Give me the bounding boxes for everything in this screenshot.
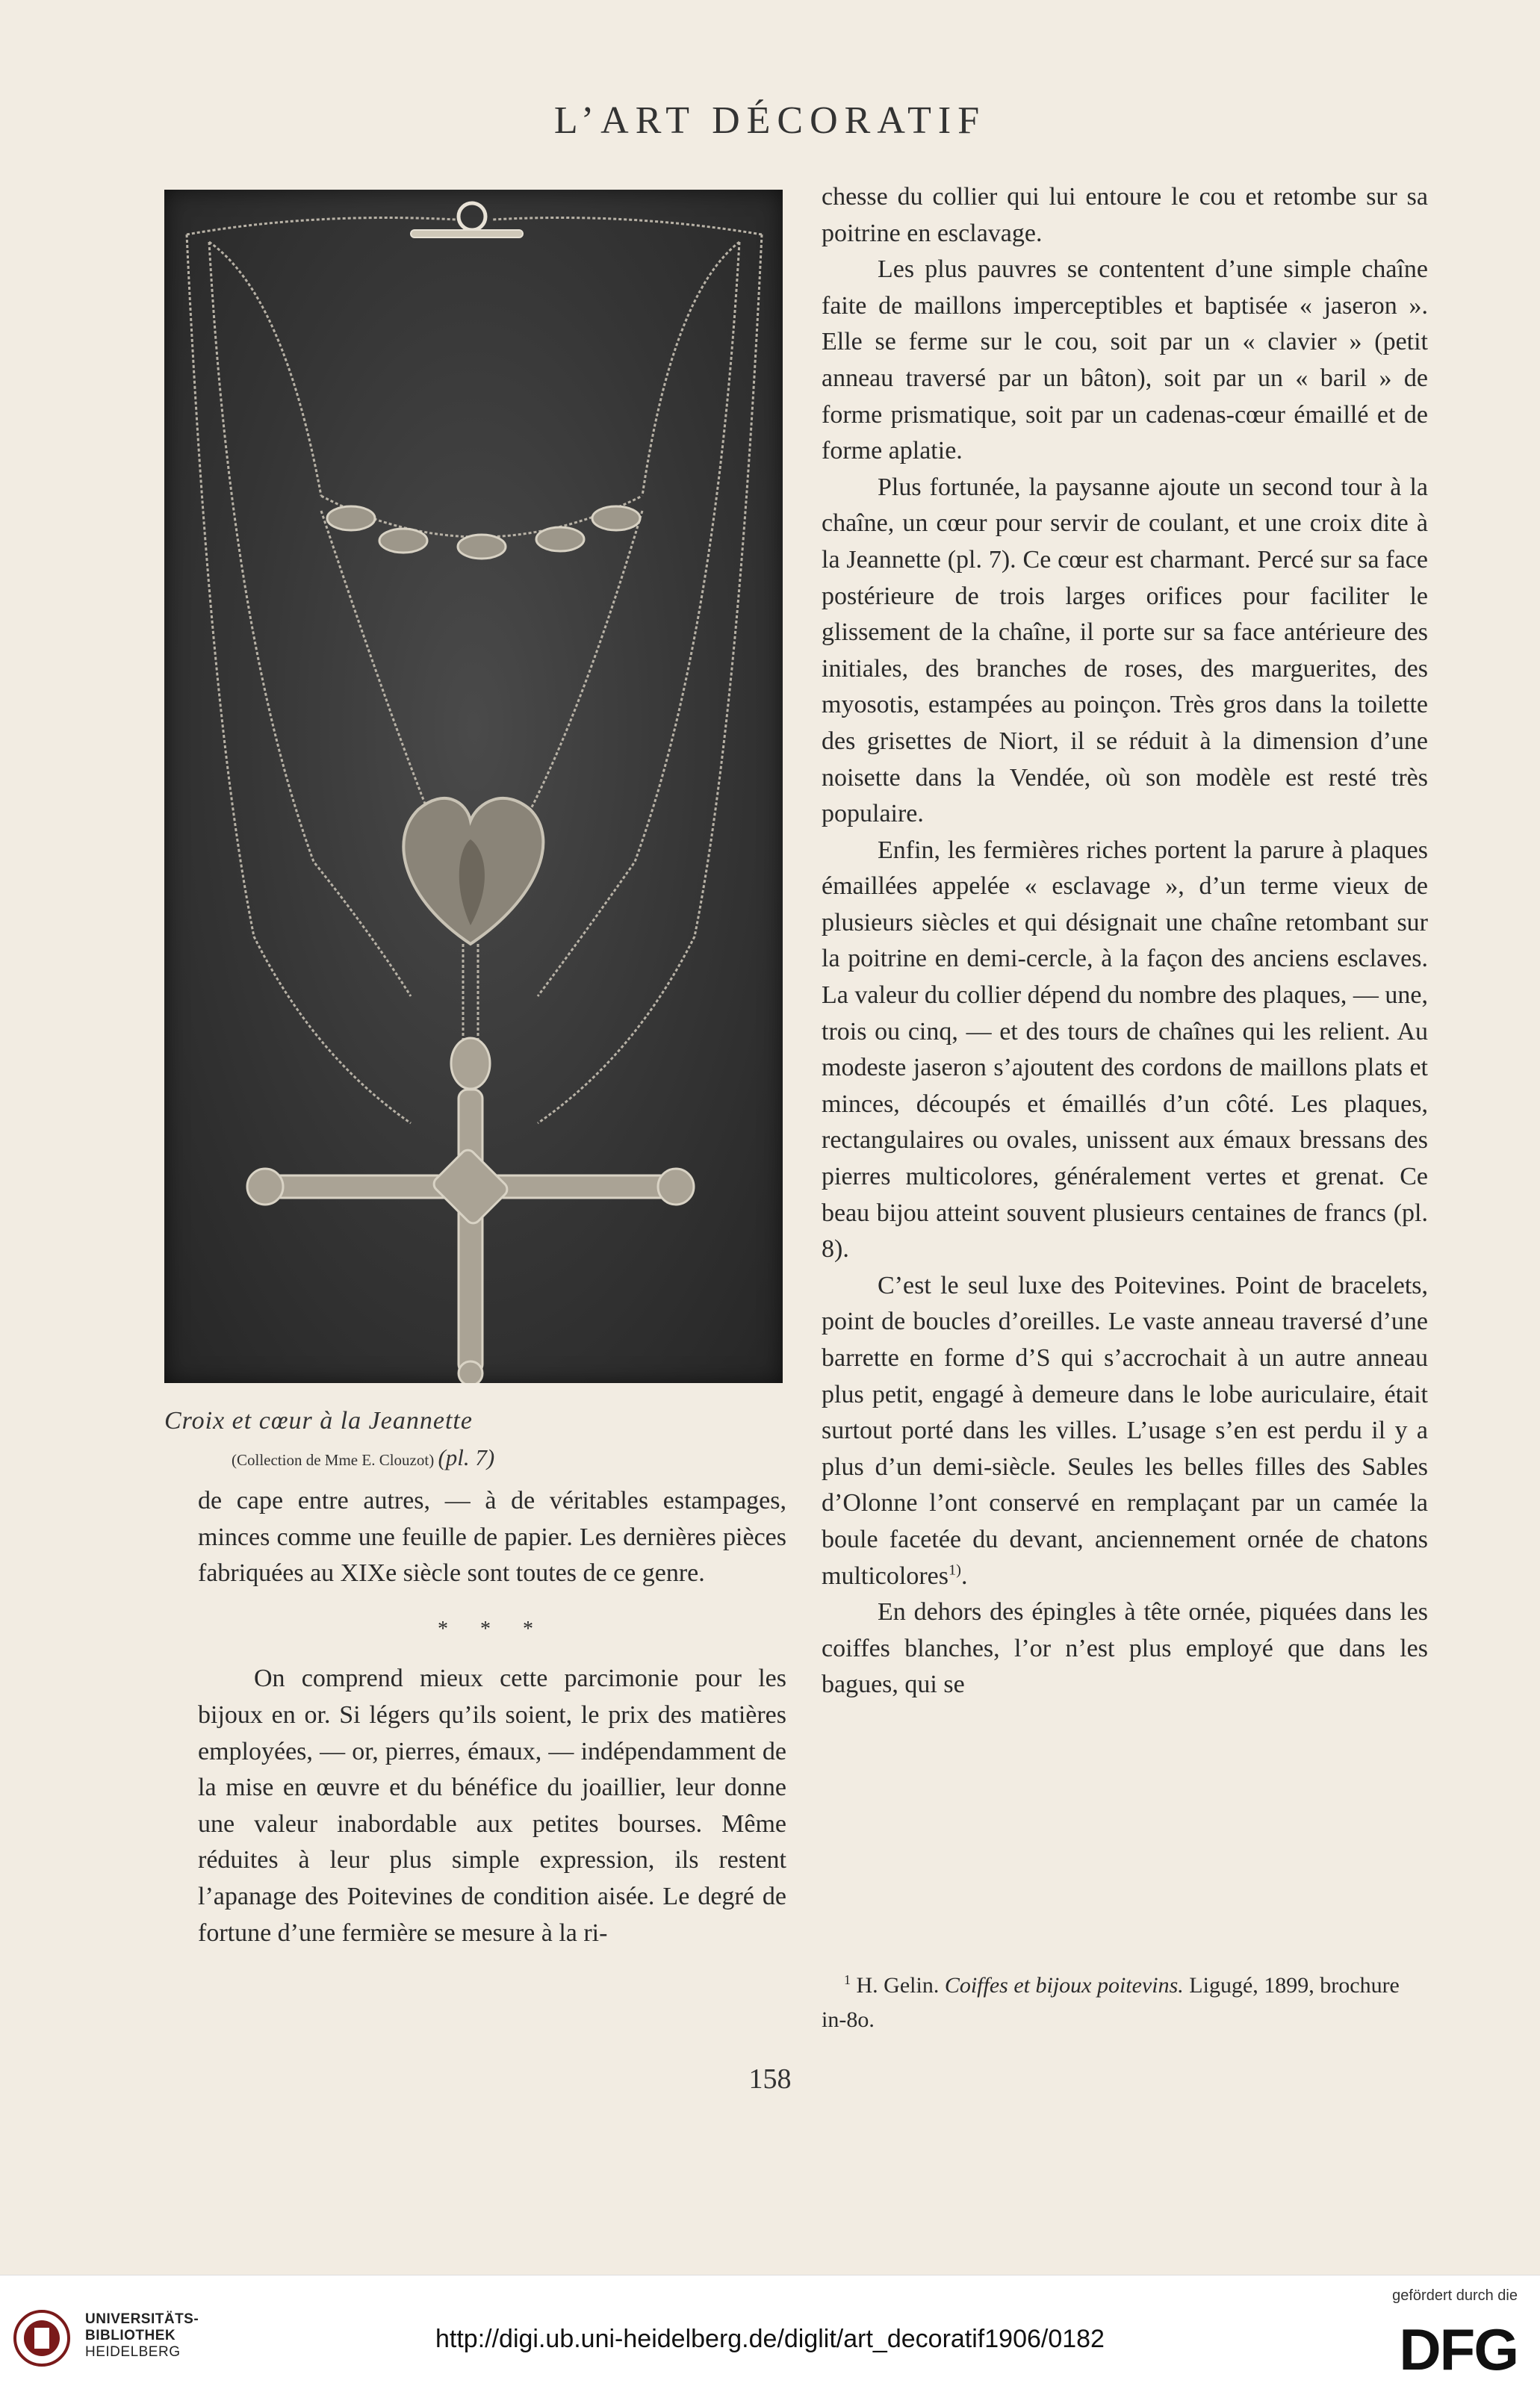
footnote-author: H. Gelin. — [856, 1973, 940, 1998]
source-url-link[interactable]: http://digi.ub.uni-heidelberg.de/diglit/art_decoratif1906/0182 — [435, 2325, 1105, 2353]
paragraph — [822, 1268, 1428, 1594]
necklace-photo — [164, 190, 783, 1383]
right-column — [822, 179, 1428, 1703]
digitization-footer — [0, 2275, 1540, 2386]
university-line: UNIVERSITÄTS- — [85, 2311, 199, 2327]
left-column — [198, 1483, 786, 1951]
page-number: 158 — [748, 2063, 792, 2095]
footnote — [822, 1969, 1428, 2037]
figure-caption-title: Croix et cœur à la Jeannette — [164, 1407, 473, 1435]
paragraph: En dehors des épingles à tête ornée, piquées dans les coiffes blanches, l’or n’est plus employé que dans les bagues, qui se — [822, 1598, 1428, 1699]
footnote-ref[interactable]: 1) — [948, 1562, 961, 1579]
paragraph: de cape entre autres, — à de véritables estampages, minces comme une feuille de papier. Les dernières pièces fabriquées au XIXe siècle sont toutes de ce genre. — [198, 1487, 786, 1588]
necklace-illustration — [164, 190, 783, 1383]
university-line: BIBLIOTHEK — [85, 2328, 176, 2343]
dfg-logo[interactable]: DFG — [1399, 2317, 1518, 2382]
figure-caption-credit — [232, 1444, 754, 1471]
figure-plate-ref: (pl. 7) — [438, 1444, 495, 1470]
footnote-title: Coiffes et bijoux poitevins. — [944, 1973, 1184, 1998]
paragraph: Plus fortunée, la paysanne ajoute un second tour à la chaîne, un cœur pour servir de coulant, et une croix dite à la Jeannette (pl. 7). Ce cœur est charmant. Percé sur sa face postérieure de trois larges orifices pour faciliter le glissement de la chaîne, il porte sur sa face antérieure des initiales, des branches de roses, des marguerites, des myosotis, estampées au poinçon. Très gros dans la toilette des grisettes de Niort, il se réduit à la dimension d’une noisette dans la Vendée, où son modèle est resté très populaire. — [822, 473, 1428, 828]
paragraph: Enfin, les fermières riches portent la parure à plaques émaillées appelée « esclavage », d’un terme vieux de plusieurs siècles et qui désignait une chaîne retombant sur la poitrine en demi-cercle, à la façon des anciens esclaves. La valeur du collier dépend du nombre des plaques, — une, trois ou cinq, — et des tours de chaînes qui les relient. Au modeste jaseron s’ajoutent des cordons de maillons plats et minces, découpés et émaillés d’un côté. Les plaques, rectangulaires ou ovales, unissent aux émaux bressans des pierres multicolores, généralement vertes et grenat. Ce beau bijou atteint souvent plusieurs centaines de francs (pl. 8). — [822, 836, 1428, 1264]
section-separator: * * * — [438, 1617, 547, 1641]
footnote-marker: 1 — [844, 1972, 851, 1987]
university-line: HEIDELBERG — [85, 2344, 181, 2360]
paragraph: On comprend mieux cette parcimonie pour les bijoux en or. Si légers qu’ils soient, le prix des matières employées, — or, pierres, émaux, — indépendamment de la mise en œuvre et du bénéfice du joaillier, leur donne une valeur inabordable aux petites bourses. Même réduites à leur plus simple expression, ils restent l’apanage des Poitevines de condition aisée. Le degré de fortune d’une fermière se mesure à la ri- — [198, 1665, 786, 1947]
figure-credit: (Collection de Mme E. Clouzot) — [232, 1451, 435, 1469]
paragraph: Les plus pauvres se contentent d’une simple chaîne faite de maillons imperceptibles et baptisée « jaseron ». Elle se ferme sur le cou, soit par un « clavier » (petit anneau traversé par un bâton), soit par un « baril » de forme prismatique, soit par un cadenas-cœur émaillé et de forme aplatie. — [822, 255, 1428, 465]
paragraph: chesse du collier qui lui entoure le cou et retombe sur sa poitrine en esclavage. — [822, 183, 1428, 247]
page-title: L’ART DÉCORATIF — [553, 99, 987, 142]
footnote-rest: Ligugé, 1899, brochure in-8o. — [822, 1973, 1400, 2032]
funded-by-label: gefördert durch die — [1392, 2287, 1518, 2304]
paragraph-text: C’est le seul luxe des Poitevines. Point de bracelets, point de boucles d’oreilles. Le vaste anneau traversé d’une barrette en forme d’S qui s’accrochait à un autre anneau plus petit, engagé à demeure dans le lobe auriculaire, était surtout porté dans les villes. L’usage s’en est perdu il y a plus d’un demi-siècle. Seules les belles filles des Sables d’Olonne l’ont conservé en remplaçant par un camée la boule facetée du devant, anciennement ornée de chatons multicolores — [822, 1271, 1428, 1590]
paragraph-end: . — [960, 1562, 968, 1590]
